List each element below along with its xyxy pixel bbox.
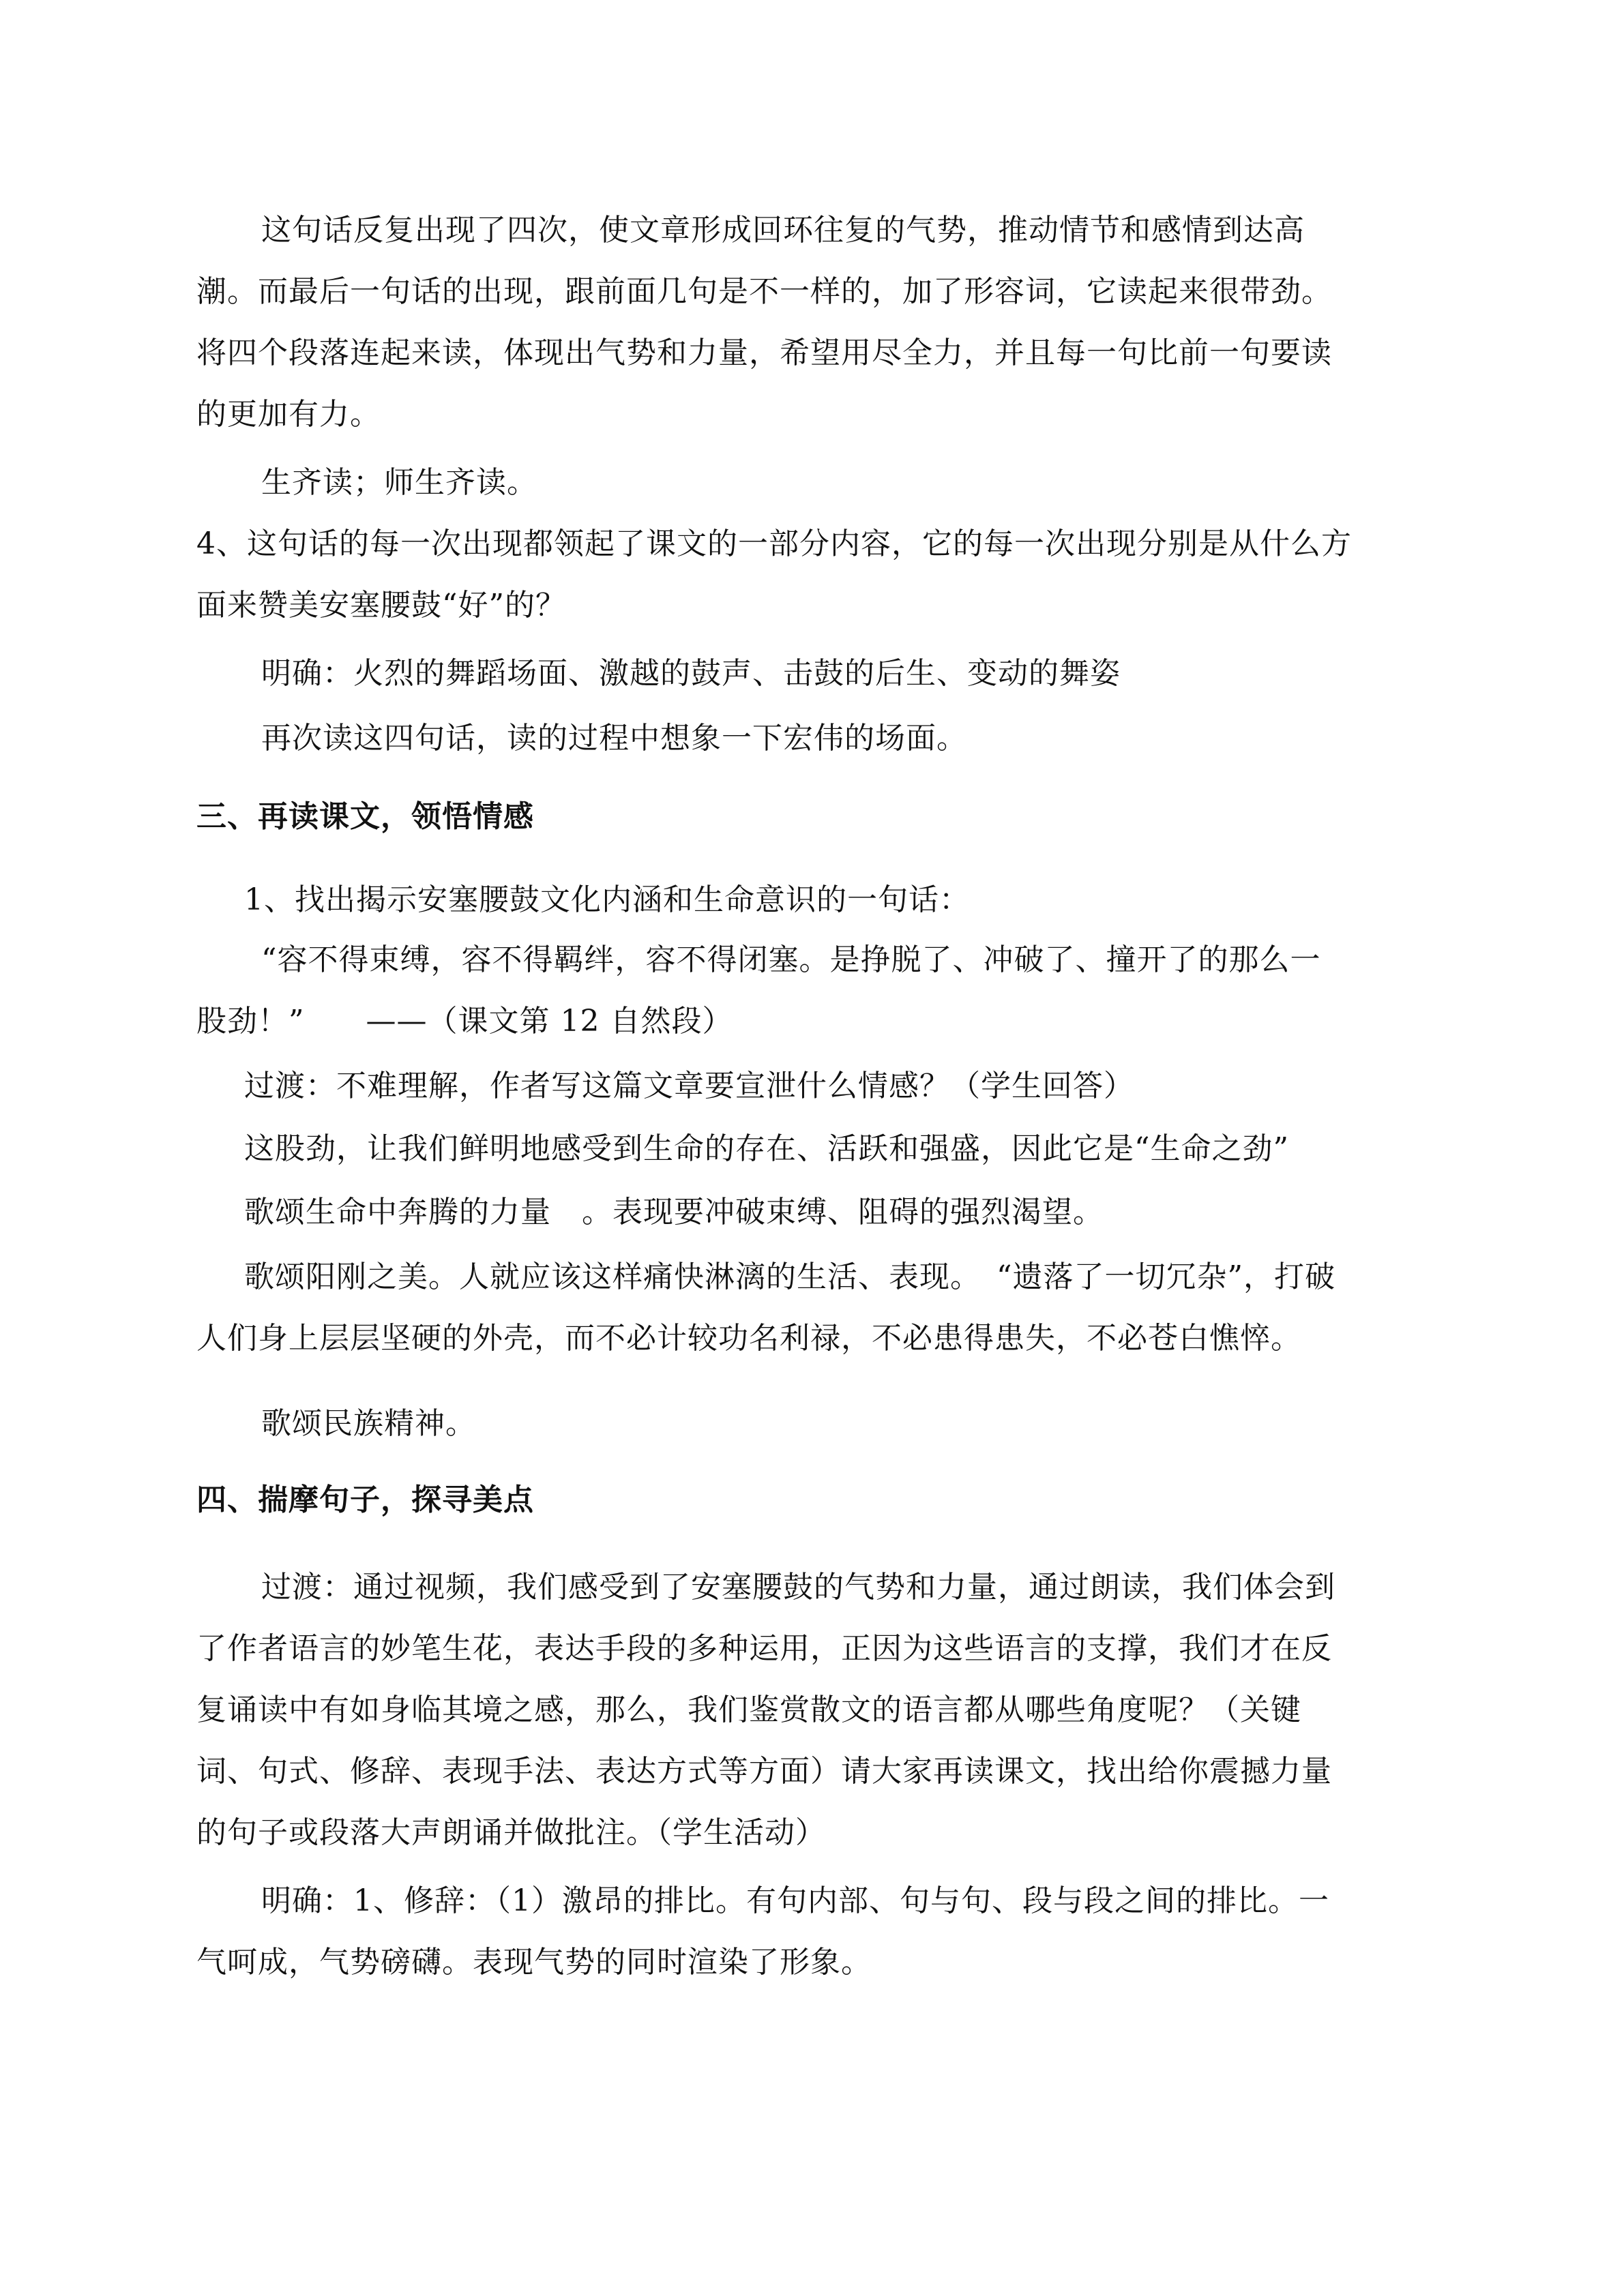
section-heading: 三、再读课文，领悟情感 [196, 799, 534, 834]
read-note: 生齐读；师生齐读。 [261, 465, 537, 500]
question-line: 面来赞美安塞腰鼓“好”的？ [196, 588, 566, 623]
para-line: 潮。而最后一句话的出现，跟前面几句是不一样的，加了形容词，它读起来很带劲。 [196, 274, 1332, 309]
point-line: 这股劲，让我们鲜明地感受到生命的存在、活跃和强盛，因此它是“生命之劲” [244, 1131, 1289, 1166]
transition-line: 复诵读中有如身临其境之感，那么，我们鉴赏散文的语言都从哪些角度呢？（关键 [196, 1693, 1301, 1727]
quote-line: 股劲！” ——（课文第 12 自然段） [196, 1004, 733, 1039]
para-line: 的更加有力。 [196, 397, 381, 432]
point-line: 歌颂阳刚之美。人就应该这样痛快淋漓的生活、表现。 “遗落了一切冗杂”，打破 [244, 1259, 1335, 1294]
quote-line: “容不得束缚，容不得羁绊，容不得闭塞。是挣脱了、冲破了、撞开了的那么一 [261, 942, 1321, 977]
point-line: 人们身上层层坚硬的外壳，而不必计较功名利禄，不必患得患失，不必苍白憔悴。 [196, 1321, 1301, 1356]
section-heading: 四、揣摩句子，探寻美点 [196, 1482, 534, 1517]
point-line: 歌颂民族精神。 [261, 1406, 476, 1441]
transition-line: 的句子或段落大声朗诵并做批注。（学生活动） [196, 1815, 826, 1850]
question-line: 4、这句话的每一次出现都领起了课文的一部分内容，它的每一次出现分别是从什么方 [196, 526, 1352, 561]
reread-note: 再次读这四句话，读的过程中想象一下宏伟的场面。 [261, 721, 967, 756]
transition-line: 词、句式、修辞、表现手法、表达方式等方面）请大家再读课文，找出给你震撼力量 [196, 1754, 1332, 1789]
point-line: 歌颂生命中奔腾的力量 。表现要冲破束缚、阻碍的强烈渴望。 [244, 1195, 1104, 1229]
transition-line: 了作者语言的妙笔生花，表达手段的多种运用，正因为这些语言的支撑，我们才在反 [196, 1631, 1332, 1666]
answer-line: 明确：1、修辞：（1）激昂的排比。有句内部、句与句、段与段之间的排比。一 [261, 1883, 1329, 1918]
para-line: 这句话反复出现了四次，使文章形成回环往复的气势，推动情节和感情到达高 [261, 213, 1305, 248]
task-line: 1、找出揭示安塞腰鼓文化内涵和生命意识的一句话： [244, 882, 970, 917]
transition-line: 过渡：不难理解，作者写这篇文章要宣泄什么情感？（学生回答） [244, 1069, 1134, 1103]
para-line: 将四个段落连起来读，体现出气势和力量，希望用尽全力，并且每一句比前一句要读 [196, 336, 1332, 370]
transition-line: 过渡：通过视频，我们感受到了安塞腰鼓的气势和力量，通过朗读，我们体会到 [261, 1570, 1335, 1605]
answer-line: 明确：火烈的舞蹈场面、激越的鼓声、击鼓的后生、变动的舞姿 [261, 656, 1121, 691]
answer-line: 气呵成，气势磅礴。表现气势的同时渲染了形象。 [196, 1945, 872, 1980]
